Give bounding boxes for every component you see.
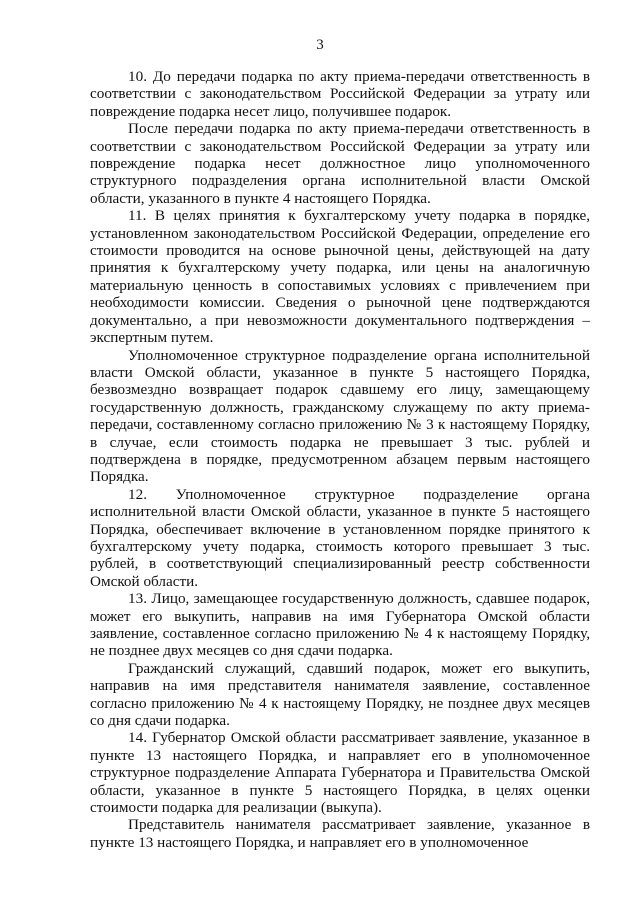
paragraph-14: 14. Губернатор Омской области рассматривает заявление, указанное в пункте 13 настоящего Порядка, и направляет его в уполномоченное структурное подразделение Аппарата Губернатора и Правительства Омской области, указанное в пункте 5 настоящего Порядка, в целях оценки стоимости подарка для реализации (выкупа).: [90, 729, 590, 817]
paragraph-12: 12. Уполномоченное структурное подразделение органа исполнительной власти Омской области, указанное в пункте 5 настоящего Порядка, обеспечивает включение в установленном порядке принятого к бухгалтерскому учету подарка, стоимость которого превышает 3 тыс. рублей, в соответствующий специализированный реестр собственности Омской области.: [90, 485, 590, 590]
paragraph-10-continued: После передачи подарка по акту приема-передачи ответственность в соответствии с законодательством Российской Федерации за утрату или повреждение подарка несет должностное лицо уполномоченного структурного подразделения органа исполнительной власти Омской области, указанного в пункте 4 настоящего Порядка.: [90, 120, 590, 207]
paragraph-11-continued: Уполномоченное структурное подразделение органа исполнительной власти Омской области, указанное в пункте 5 настоящего Порядка, безвозмездно возвращает подарок сдавшему его лицу, замещающему государственную должность, гражданскому служащему по акту приема-передачи, составленному согласно приложению № 3 к настоящему Порядку, в случае, если стоимость подарка не превышает 3 тыс. рублей и подтверждена в порядке, предусмотренном абзацем первым настоящего Порядка.: [90, 346, 590, 486]
page-number: 3: [316, 37, 324, 53]
document-body: [90, 68, 590, 851]
paragraph-11: 11. В целях принятия к бухгалтерскому учету подарка в порядке, установленном законодательством Российской Федерации, определение его стоимости проводится на основе рыночной цены, действующей на дату принятия к бухгалтерскому учету подарка, или цены на аналогичную материальную ценность в сопоставимых условиях с привлечением при необходимости комиссии. Сведения о рыночной цене подтверждаются документально, а при невозможности документального подтверждения – экспертным путем.: [90, 207, 590, 347]
paragraph-13: 13. Лицо, замещающее государственную должность, сдавшее подарок, может его выкупить, направив на имя Губернатора Омской области заявление, составленное согласно приложению № 4 к настоящему Порядку, не позднее двух месяцев со дня сдачи подарка.: [90, 590, 590, 660]
paragraph-10: 10. До передачи подарка по акту приема-передачи ответственность в соответствии с законодательством Российской Федерации за утрату или повреждение подарка несет лицо, получившее подарок.: [90, 68, 590, 120]
paragraph-13-continued: Гражданский служащий, сдавший подарок, может его выкупить, направив на имя представителя нанимателя заявление, составленное согласно приложению № 4 к настоящему Порядку, не позднее двух месяцев со дня сдачи подарка.: [90, 659, 590, 730]
paragraph-14-continued: Представитель нанимателя рассматривает заявление, указанное в пункте 13 настоящего Порядка, и направляет его в уполномоченное: [90, 816, 590, 851]
